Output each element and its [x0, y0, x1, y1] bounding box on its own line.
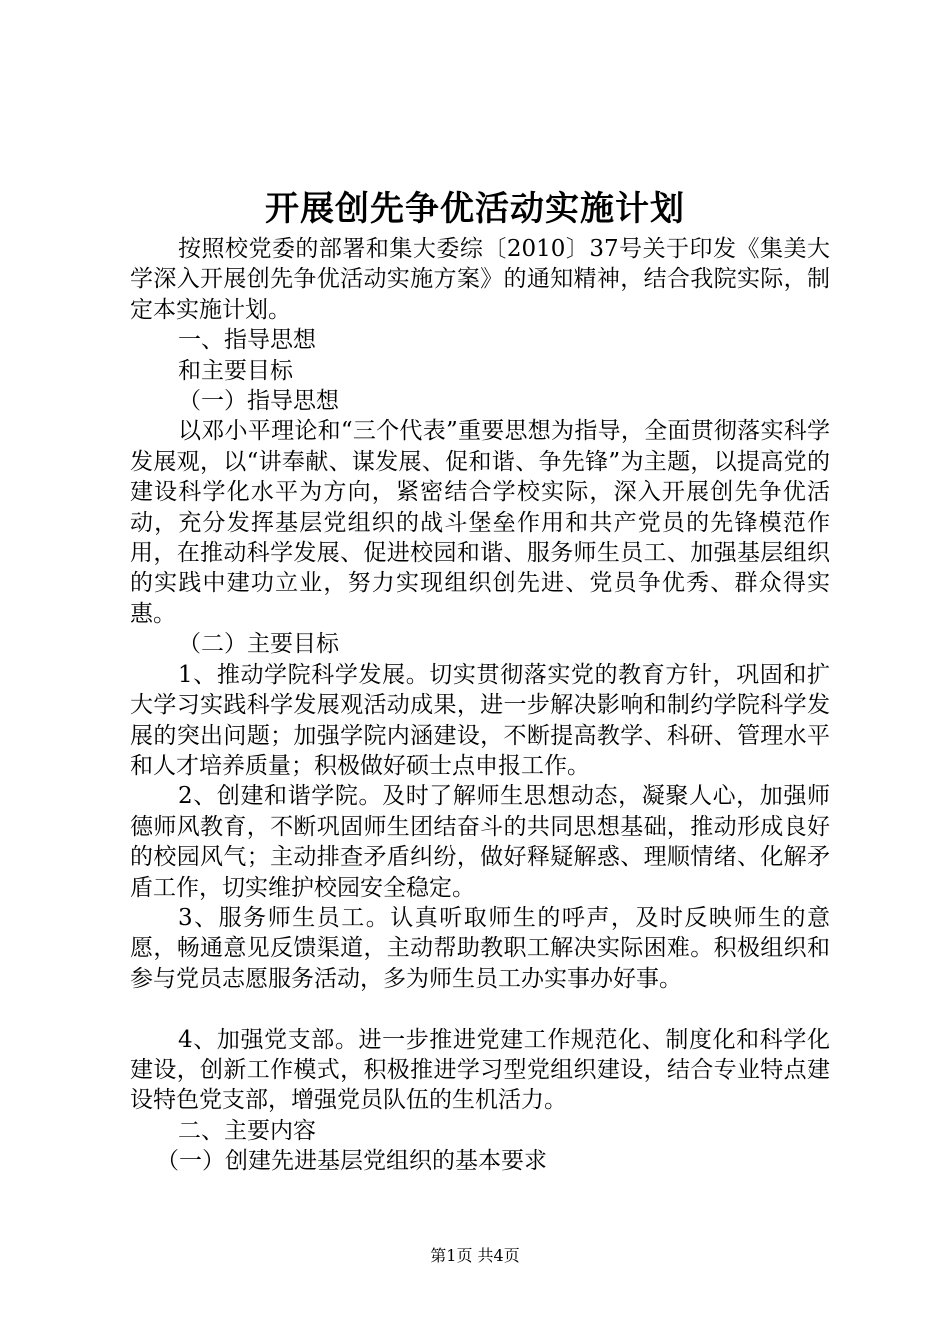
- goal-paragraph-4: 4、加强党支部。进一步推进党建工作规范化、制度化和科学化建设，创新工作模式，积极推进学习型党组织建设，结合专业特点建设特色党支部，增强党员队伍的生机活力。: [130, 1026, 830, 1114]
- section-heading-main-content: 二、主要内容: [178, 1117, 316, 1144]
- intro-paragraph: 按照校党委的部署和集大委综〔2010〕37号关于印发《集美大学深入开展创先争优活动实施方案》的通知精神，结合我院实际，制定本实施计划。: [130, 236, 830, 323]
- goal-paragraph-2: 2、创建和谐学院。及时了解师生思想动态，凝聚人心，加强师德师风教育，不断巩固师生团结奋斗的共同思想基础，推动形成良好的校园风气；主动排查矛盾纠纷，做好释疑解惑、理顺情绪、化解矛盾工作，切实维护校园安全稳定。: [130, 783, 830, 901]
- subsection-heading-main-goals: （二）主要目标: [178, 631, 339, 658]
- document-title: 开展创先争优活动实施计划: [265, 189, 685, 229]
- guiding-thought-paragraph: 以邓小平理论和“三个代表”重要思想为指导，全面贯彻落实科学发展观，以“讲奉献、谋发展、促和谐、争先锋”为主题，以提高党的建设科学化水平为方向，紧密结合学校实际，深入开展创先争优活动，充分发挥基层党组织的战斗堡垒作用和共产党员的先锋模范作用，在推动科学发展、促进校园和谐、服务师生员工、加强基层组织的实践中建功立业，努力实现组织创先进、党员争优秀、群众得实惠。: [130, 418, 830, 627]
- section-heading-continuation: 和主要目标: [178, 357, 293, 384]
- section-heading-guiding: 一、指导思想: [178, 327, 316, 354]
- goal-paragraph-1: 1、推动学院科学发展。切实贯彻落实党的教育方针，巩固和扩大学习实践科学发展观活动成果，进一步解决影响和制约学院科学发展的突出问题；加强学院内涵建设，不断提高教学、科研、管理水平和人才培养质量；积极做好硕士点申报工作。: [130, 661, 830, 779]
- subsection-heading-basic-requirements: （一）创建先进基层党组织的基本要求: [156, 1148, 547, 1175]
- subsection-heading-guiding-thought: （一）指导思想: [178, 388, 339, 415]
- paragraph-gap: [130, 994, 830, 1024]
- page-footer: 第1页 共4页: [430, 1246, 520, 1265]
- document-body: [130, 234, 830, 1177]
- goal-paragraph-3: 3、服务师生员工。认真听取师生的呼声，及时反映师生的意愿，畅通意见反馈渠道，主动帮助教职工解决实际困难。积极组织和参与党员志愿服务活动，多为师生员工办实事办好事。: [130, 904, 830, 992]
